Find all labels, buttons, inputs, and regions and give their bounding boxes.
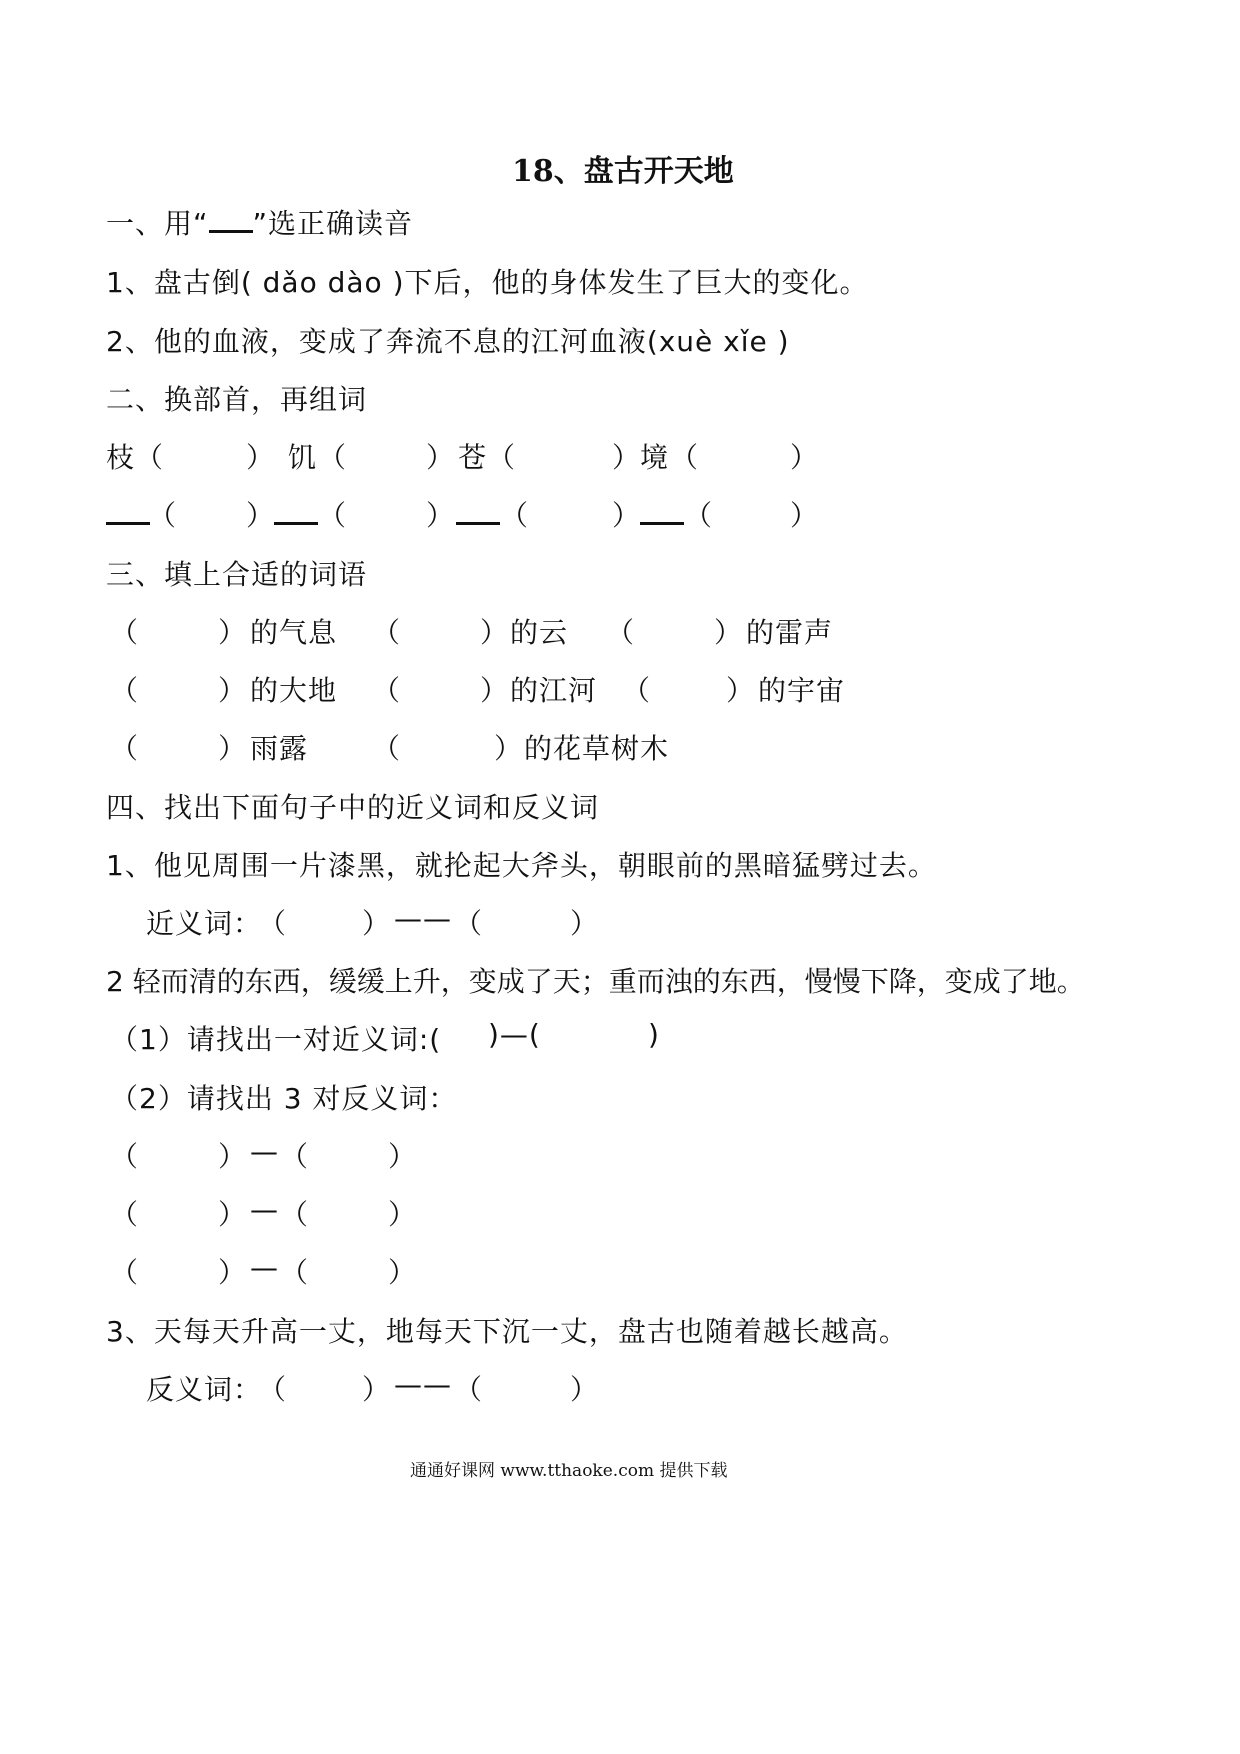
- section-1-question-2: 2、他的血液，变成了奔流不息的江河血液(xuè xǐe ): [106, 325, 790, 358]
- answer-blank: [274, 496, 318, 525]
- paren-close: ）: [388, 1140, 418, 1173]
- paren-close: ）: [218, 1256, 248, 1289]
- dash-short: —: [250, 1193, 279, 1226]
- paren-close: ）: [570, 1373, 600, 1406]
- paren-close: ）: [494, 732, 524, 765]
- phrase-suffix: 雨露: [250, 732, 309, 765]
- paren-open: （: [110, 732, 140, 765]
- section-1-heading-start: 一、用“: [106, 207, 209, 240]
- paren-close: ）: [362, 907, 392, 940]
- section-3-heading: 三、填上合适的词语: [106, 558, 368, 591]
- paren-open: （: [372, 616, 402, 649]
- paren-open: （: [258, 907, 288, 940]
- paren-open: （: [110, 1140, 140, 1173]
- paren-open: （: [606, 616, 636, 649]
- radical-char-1: 枝: [106, 441, 136, 474]
- paren-open: （: [280, 1198, 310, 1231]
- page-title: 18、盘古开天地: [512, 154, 734, 189]
- section-2-heading: 二、换部首，再组词: [106, 383, 368, 416]
- paren-open: （: [454, 907, 484, 940]
- dash-short: —: [250, 1135, 279, 1168]
- paren-close: ）: [570, 907, 600, 940]
- paren-close: ）: [388, 1256, 418, 1289]
- paren-close: ）: [246, 441, 276, 474]
- paren-open: （: [500, 499, 530, 532]
- paren-close: ）: [790, 441, 820, 474]
- paren-open: （: [280, 1256, 310, 1289]
- question-2-part-1-end: ): [648, 1018, 660, 1051]
- section-4-heading: 四、找出下面句子中的近义词和反义词: [106, 791, 600, 824]
- phrase-suffix: 的云: [510, 616, 569, 649]
- paren-open: （: [372, 674, 402, 707]
- paren-close: ）: [480, 616, 510, 649]
- paren-open: （: [372, 732, 402, 765]
- paren-open: （: [135, 441, 165, 474]
- paren-open: （: [622, 674, 652, 707]
- paren-open: （: [670, 441, 700, 474]
- paren-close: ）: [726, 674, 756, 707]
- paren-close: ）: [218, 732, 248, 765]
- paren-open: （: [148, 499, 178, 532]
- paren-close: ）: [246, 499, 276, 532]
- paren-open: （: [684, 499, 714, 532]
- radical-char-3: 苍: [458, 441, 488, 474]
- paren-open: （: [318, 499, 348, 532]
- phrase-suffix: 的花草树木: [524, 732, 670, 765]
- paren-close: ）: [790, 499, 820, 532]
- section-4-question-2: 2 轻而清的东西，缓缓上升，变成了天；重而浊的东西，慢慢下降，变成了地。: [106, 965, 1085, 998]
- phrase-suffix: 的气息: [250, 616, 338, 649]
- paren-open: （: [110, 616, 140, 649]
- dash-short: —: [250, 1251, 279, 1284]
- section-1-question-1: 1、盘古倒( dǎo dào )下后，他的身体发生了巨大的变化。: [106, 266, 869, 299]
- antonym-label: 反义词：: [146, 1373, 263, 1406]
- paren-close: ）: [612, 499, 642, 532]
- phrase-suffix: 的大地: [250, 674, 338, 707]
- phrase-suffix: 的江河: [510, 674, 598, 707]
- radical-char-4: 境: [640, 441, 670, 474]
- paren-open: （: [110, 674, 140, 707]
- section-4-question-3: 3、天每天升高一丈，地每天下沉一丈，盘古也随着越长越高。: [106, 1315, 908, 1348]
- paren-close: ）: [480, 674, 510, 707]
- question-2-part-2: （2）请找出 3 对反义词：: [110, 1082, 458, 1115]
- paren-open: （: [110, 1256, 140, 1289]
- footer-credit: 通通好课网 www.tthaoke.com 提供下载: [410, 1461, 728, 1481]
- paren-close: ）: [426, 441, 456, 474]
- answer-blank: [640, 496, 684, 525]
- paren-open: （: [454, 1373, 484, 1406]
- answer-blank: [456, 496, 500, 525]
- radical-char-2: 饥: [288, 441, 318, 474]
- question-2-part-1-mid: )—(: [488, 1018, 541, 1051]
- dash-long: ——: [394, 902, 452, 935]
- section-1-heading: [106, 202, 413, 242]
- synonym-label: 近义词：: [146, 907, 263, 940]
- paren-close: ）: [426, 499, 456, 532]
- answer-blank: [106, 496, 150, 525]
- paren-close: ）: [218, 616, 248, 649]
- phrase-suffix: 的宇宙: [758, 674, 846, 707]
- paren-open: （: [487, 441, 517, 474]
- answer-blank: [209, 204, 253, 233]
- paren-open: （: [258, 1373, 288, 1406]
- paren-close: ）: [218, 1198, 248, 1231]
- phrase-suffix: 的雷声: [746, 616, 834, 649]
- paren-open: （: [110, 1198, 140, 1231]
- section-4-question-1: 1、他见周围一片漆黑，就抡起大斧头，朝眼前的黑暗猛劈过去。: [106, 849, 937, 882]
- paren-close: ）: [388, 1198, 418, 1231]
- paren-close: ）: [362, 1373, 392, 1406]
- dash-long: ——: [394, 1368, 452, 1401]
- question-2-part-1: （1）请找出一对近义词:(: [110, 1023, 442, 1056]
- section-1-heading-end: ”选正确读音: [252, 207, 414, 240]
- paren-close: ）: [218, 1140, 248, 1173]
- paren-close: ）: [218, 674, 248, 707]
- paren-open: （: [318, 441, 348, 474]
- paren-close: ）: [612, 441, 642, 474]
- paren-close: ）: [714, 616, 744, 649]
- paren-open: （: [280, 1140, 310, 1173]
